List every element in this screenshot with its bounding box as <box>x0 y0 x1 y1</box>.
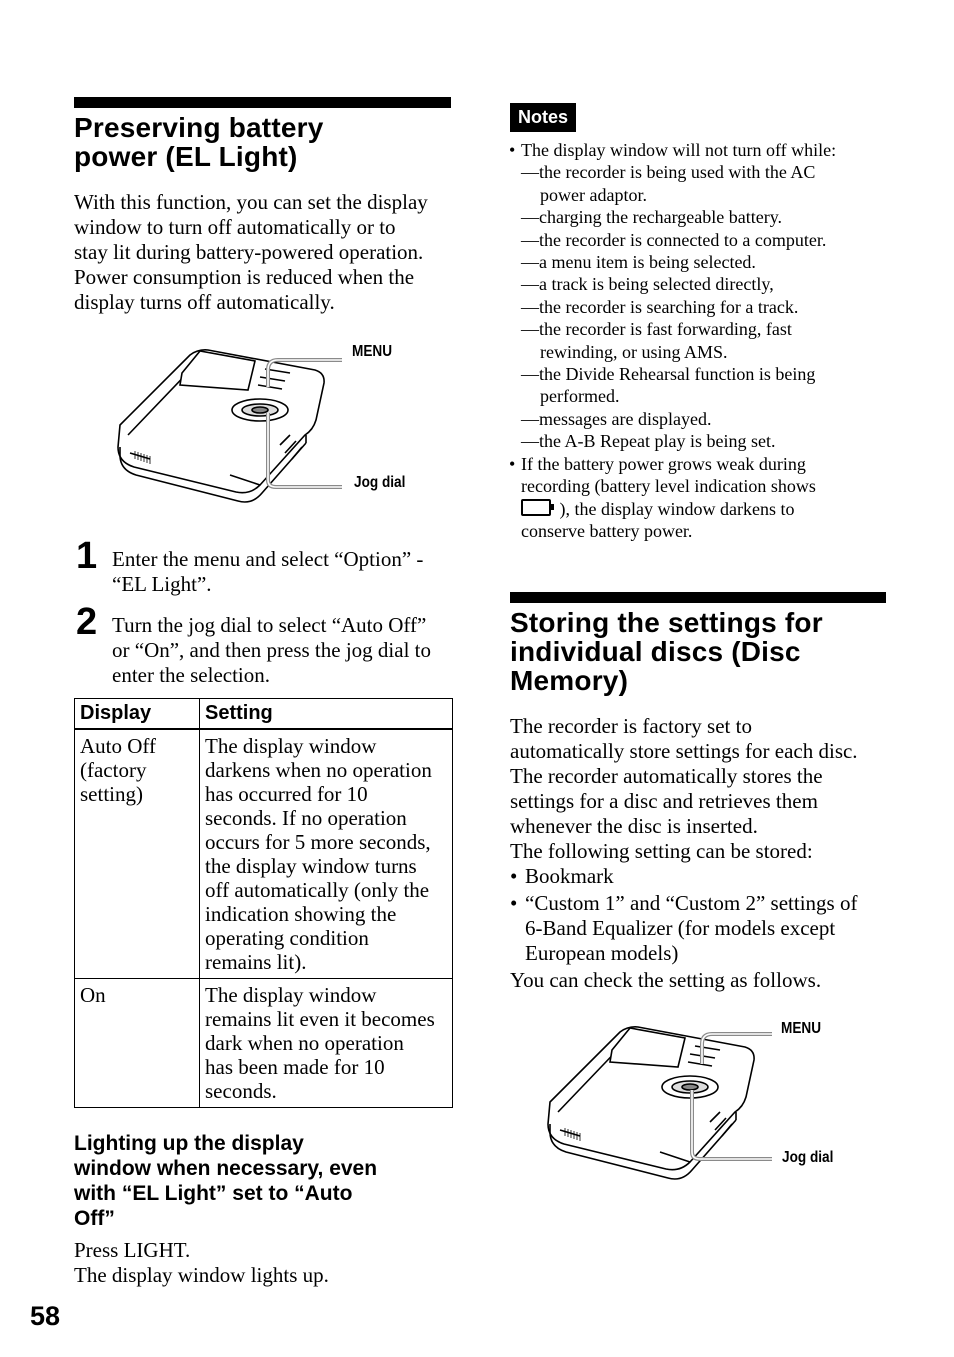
note-line <box>509 453 899 475</box>
text-line: 6-Band Equalizer (for models except <box>525 916 836 940</box>
notes-badge: Notes <box>510 103 576 132</box>
disc-memory-paragraph <box>510 714 930 993</box>
section-title-disc-memory <box>510 608 910 695</box>
text-line: The display window <box>205 983 377 1007</box>
text-line: darkens when no operation <box>205 758 432 782</box>
table-cell-setting <box>200 729 453 979</box>
note-line <box>509 363 899 385</box>
note-text: —the recorder is searching for a track. <box>521 296 799 317</box>
note-line-battery <box>509 498 899 520</box>
table-row <box>75 979 453 1108</box>
menu-label-2: MENU <box>781 1020 822 1037</box>
text-line: off automatically (only the <box>205 878 430 902</box>
section-title-line: Memory) <box>510 665 629 696</box>
note-line <box>509 475 899 497</box>
text-line: On <box>80 983 106 1007</box>
note-line <box>509 139 899 161</box>
el-light-settings-table <box>74 698 453 1108</box>
text-line: has been made for 10 <box>205 1055 385 1079</box>
text-line: indication showing the <box>205 902 397 926</box>
table-row <box>75 729 453 979</box>
note-line <box>509 430 899 452</box>
note-text: The display window will not turn off while: <box>521 140 837 160</box>
jog-dial-label-2: Jog dial <box>782 1149 834 1166</box>
note-text: —charging the rechargeable battery. <box>521 207 783 228</box>
text-line: with “EL Light” set to “Auto <box>74 1182 353 1205</box>
section-title-line: individual discs (Disc <box>510 636 801 667</box>
section-rule-right <box>510 592 886 603</box>
text-line: The recorder is factory set to <box>510 714 752 738</box>
note-line <box>509 296 899 318</box>
note-text: —a menu item is being selected. <box>521 252 756 273</box>
note-text: rewinding, or using AMS. <box>540 341 728 362</box>
note-text: performed. <box>540 386 620 407</box>
text-line: Auto Off <box>80 734 157 758</box>
text-line: display turns off automatically. <box>74 290 335 314</box>
text-line: operating condition <box>205 926 369 950</box>
text-line: enter the selection. <box>112 663 271 687</box>
note-line <box>509 206 899 228</box>
list-item <box>510 864 930 889</box>
step-1-text <box>112 547 462 597</box>
text-line: window when necessary, even <box>74 1157 378 1180</box>
text-line: Power consumption is reduced when the <box>74 265 415 289</box>
note-text: —the recorder is being used with the AC <box>521 162 816 183</box>
table-header-display: Display <box>75 699 200 730</box>
section-title-line: power (EL Light) <box>74 141 298 172</box>
text-line: automatically store settings for each disc. <box>510 739 858 763</box>
note-text: —a track is being selected directly, <box>521 274 774 295</box>
text-line: With this function, you can set the display <box>74 190 428 214</box>
section-title-line: Storing the settings for <box>510 607 823 638</box>
text-line: Lighting up the display <box>74 1132 304 1155</box>
text-line: Off” <box>74 1207 115 1230</box>
text-line: setting) <box>80 782 143 806</box>
text-line: seconds. If no operation <box>205 806 407 830</box>
section-rule-left <box>74 97 451 108</box>
bullet-icon: • <box>510 891 518 915</box>
step-number-2: 2 <box>76 601 98 643</box>
note-text: —messages are displayed. <box>521 408 712 429</box>
text-line: settings for a disc and retrieves them <box>510 789 818 813</box>
bullet-icon: • <box>509 140 516 160</box>
note-line <box>509 161 899 183</box>
text-line: or “On”, and then press the jog dial to <box>112 638 431 662</box>
text-line: The display window <box>205 734 377 758</box>
bullet-icon: • <box>510 864 518 888</box>
note-text: —the Divide Rehearsal function is being <box>521 364 816 385</box>
text-line: “EL Light”. <box>112 572 212 596</box>
note-text: ), the display window darkens to <box>559 498 795 519</box>
note-text: recording (battery level indication shows <box>521 476 816 497</box>
text-line: has occurred for 10 <box>205 782 368 806</box>
text-line: European models) <box>525 941 679 965</box>
text-line: stay lit during battery-powered operation. <box>74 240 424 264</box>
intro-paragraph <box>74 190 464 315</box>
note-line <box>509 184 899 206</box>
note-text: —the recorder is fast forwarding, fast <box>521 319 792 340</box>
subheading-lighting-up <box>74 1131 464 1231</box>
text-line: The following setting can be stored: <box>510 839 813 863</box>
section-title-line: Preserving battery <box>74 112 324 143</box>
text-line: The recorder automatically stores the <box>510 764 823 788</box>
table-header-setting: Setting <box>200 699 453 730</box>
note-text: —the recorder is connected to a computer. <box>521 229 827 250</box>
note-line: conserve battery power. <box>521 520 693 541</box>
section-title-preserving-battery <box>74 113 464 171</box>
table-cell-display <box>75 729 200 979</box>
text-line: Enter the menu and select “Option” - <box>112 547 424 571</box>
page-number: 58 <box>30 1301 61 1331</box>
table-header-row <box>75 699 453 730</box>
table-cell-display <box>75 979 200 1108</box>
menu-label-1: MENU <box>352 343 393 360</box>
text-line: occurs for 5 more seconds, <box>205 830 431 854</box>
notes-lines <box>509 139 899 498</box>
bullet-icon: • <box>509 453 516 474</box>
text-line: seconds. <box>205 1079 277 1103</box>
notes-list <box>509 139 899 542</box>
note-line <box>509 408 899 430</box>
note-line <box>509 341 899 363</box>
note-line <box>509 229 899 251</box>
press-light-text <box>74 1238 464 1288</box>
text-line: The display window lights up. <box>74 1263 329 1287</box>
note-line <box>509 251 899 273</box>
note-line <box>509 273 899 295</box>
step-2-text <box>112 613 462 688</box>
note-line <box>509 318 899 340</box>
battery-empty-icon <box>521 499 551 516</box>
text-line: “Custom 1” and “Custom 2” settings of <box>525 891 858 915</box>
text-line: remains lit even it becomes <box>205 1007 435 1031</box>
text-line: Turn the jog dial to select “Auto Off” <box>112 613 427 637</box>
note-text: If the battery power grows weak during <box>521 453 806 474</box>
note-text: power adaptor. <box>540 184 647 205</box>
text-line: Press LIGHT. <box>74 1238 191 1262</box>
jog-dial-label-1: Jog dial <box>354 474 406 491</box>
text-line: the display window turns <box>205 854 417 878</box>
table-cell-setting <box>200 979 453 1108</box>
text-line: You can check the setting as follows. <box>510 968 822 992</box>
note-text: —the A-B Repeat play is being set. <box>521 431 776 452</box>
list-item <box>510 891 930 966</box>
text-line: dark when no operation <box>205 1031 404 1055</box>
step-number-1: 1 <box>76 535 98 577</box>
note-line <box>509 385 899 407</box>
text-line: remains lit). <box>205 950 307 974</box>
text-line: (factory <box>80 758 147 782</box>
text-line: whenever the disc is inserted. <box>510 814 758 838</box>
text-line: window to turn off automatically or to <box>74 215 396 239</box>
text-line: Bookmark <box>525 864 614 888</box>
